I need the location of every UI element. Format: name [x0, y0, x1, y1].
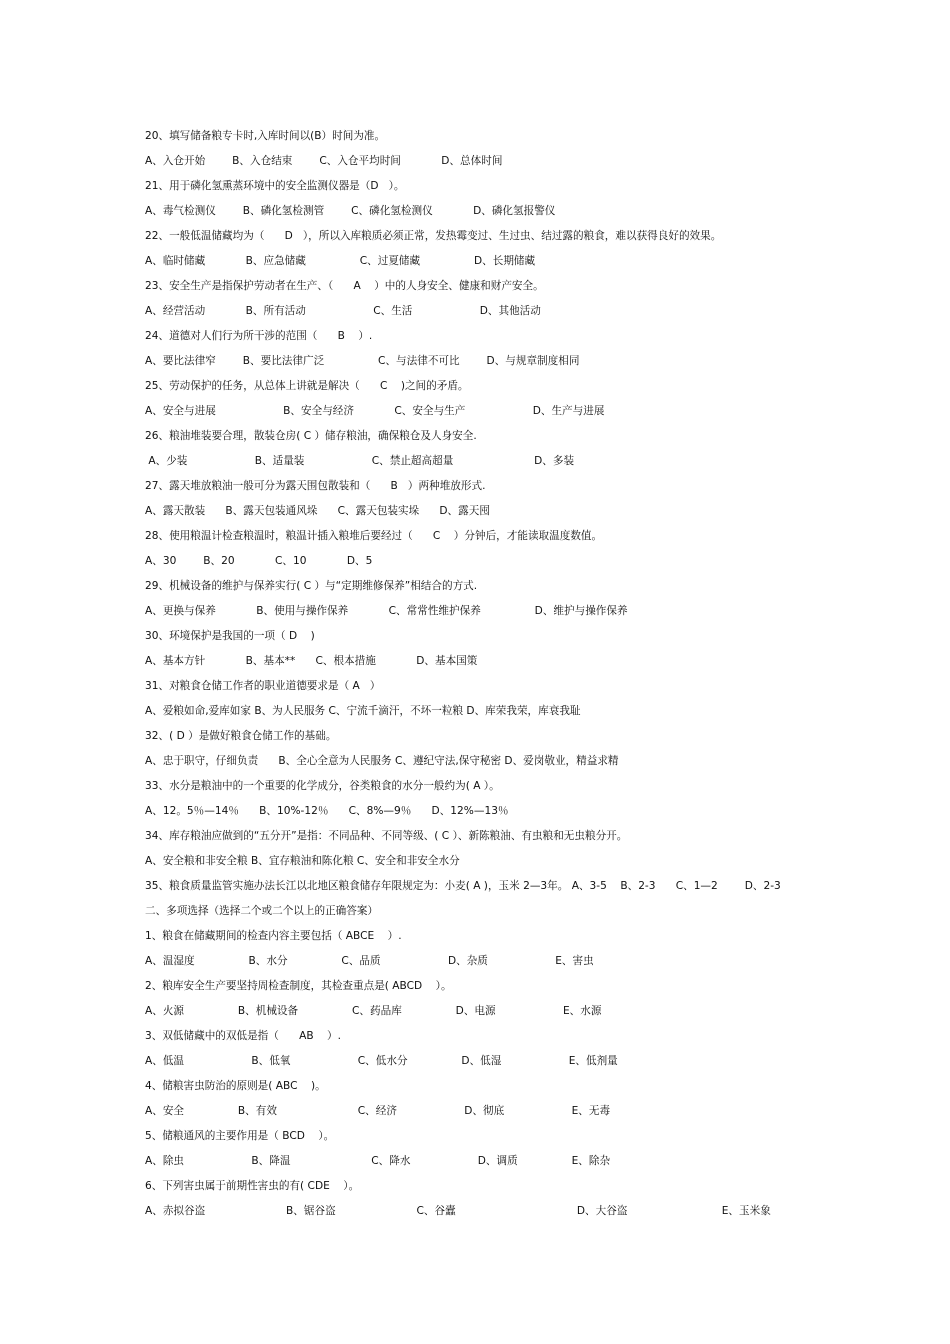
question-24: 24、道德对人们行为所干涉的范围（ B ）. — [145, 330, 373, 342]
question-21: 21、用于磷化氢熏蒸环境中的安全监测仪器是（D ）。 — [145, 180, 405, 192]
question-20: 20、填写储备粮专卡时,入库时间以(B）时间为准。 — [145, 130, 386, 142]
section-heading-multiple-choice: 二、多项选择（选择二个或二个以上的正确答案） — [145, 905, 379, 917]
question-32: 32、( D ）是做好粮食仓储工作的基础。 — [145, 730, 337, 742]
multi-question-5: 5、储粮通风的主要作用是（ BCD ）。 — [145, 1130, 335, 1142]
multi-options-1: A、温湿度 B、水分 C、品质 D、杂质 E、害虫 — [145, 955, 594, 967]
options-21: A、毒气检测仪 B、磷化氢检测管 C、磷化氢检测仪 D、磷化氢报警仪 — [145, 205, 556, 217]
question-30: 30、环境保护是我国的一项（ D ) — [145, 630, 315, 642]
question-22: 22、一般低温储藏均为（ D ），所以入库粮质必须正常，发热霉变过、生过虫、结过露的粮食，难以获得良好的效果。 — [145, 230, 722, 242]
options-28: A、30 B、20 C、10 D、5 — [145, 555, 373, 567]
multi-options-3: A、低温 B、低氧 C、低水分 D、低湿 E、低剂量 — [145, 1055, 618, 1067]
question-33: 33、水分是粮油中的一个重要的化学成分，谷类粮食的水分一般约为( A ）。 — [145, 780, 500, 792]
multi-question-6: 6、下列害虫属于前期性害虫的有( CDE ）。 — [145, 1180, 360, 1192]
options-27: A、露天散装 B、露天包装通风垛 C、露天包装实垛 D、露天囤 — [145, 505, 490, 517]
options-24: A、要比法律窄 B、要比法律广泛 C、与法律不可比 D、与规章制度相同 — [145, 355, 580, 367]
question-26: 26、粮油堆装要合理，散装仓房( C ）储存粮油，确保粮仓及人身安全. — [145, 430, 477, 442]
options-32: A、忠于职守，仔细负责 B、全心全意为人民服务 C、遵纪守法,保守秘密 D、爱岗敬业，精益求精 — [145, 755, 619, 767]
options-22: A、临时储藏 B、应急储藏 C、过夏储藏 D、长期储藏 — [145, 255, 536, 267]
multi-options-2: A、火源 B、机械设备 C、药品库 D、电源 E、水源 — [145, 1005, 602, 1017]
options-23: A、经营活动 B、所有活动 C、生活 D、其他活动 — [145, 305, 541, 317]
options-34: A、安全粮和非安全粮 B、宜存粮油和陈化粮 C、安全和非安全水分 — [145, 855, 460, 867]
options-20: A、入仓开始 B、入仓结束 C、入仓平均时间 D、总体时间 — [145, 155, 503, 167]
multi-options-5: A、除虫 B、降温 C、降水 D、调质 E、除杂 — [145, 1155, 611, 1167]
multi-question-2: 2、粮库安全生产要坚持周检查制度，其检查重点是( ABCD ）。 — [145, 980, 452, 992]
multi-question-3: 3、双低储藏中的双低是指（ AB ）. — [145, 1030, 342, 1042]
options-25: A、安全与进展 B、安全与经济 C、安全与生产 D、生产与进展 — [145, 405, 605, 417]
question-23: 23、安全生产是指保护劳动者在生产、（ A ）中的人身安全、健康和财产安全。 — [145, 280, 544, 292]
question-35: 35、粮食质量监管实施办法长江以北地区粮食储存年限规定为：小麦( A )，玉米 2—3年。 A、3-5 B、2-3 C、1—2 D、2-3 — [145, 880, 781, 892]
options-29: A、更换与保养 B、使用与操作保养 C、常常性维护保养 D、维护与操作保养 — [145, 605, 628, 617]
multi-options-6: A、赤拟谷盗 B、锯谷盗 C、谷蠹 D、大谷盗 E、玉米象 — [145, 1205, 771, 1217]
options-26: A、少装 B、适量装 C、禁止超高超量 D、多装 — [145, 455, 575, 467]
question-25: 25、劳动保护的任务，从总体上讲就是解决（ C )之间的矛盾。 — [145, 380, 469, 392]
question-28: 28、使用粮温计检查粮温时，粮温计插入粮堆后要经过（ C ）分钟后，才能读取温度数值。 — [145, 530, 603, 542]
multi-question-1: 1、粮食在储藏期间的检查内容主要包括（ ABCE ）. — [145, 930, 402, 942]
multi-question-4: 4、储粮害虫防治的原则是( ABC )。 — [145, 1080, 326, 1092]
options-30: A、基本方针 B、基本** C、根本措施 D、基本国策 — [145, 655, 478, 667]
question-27: 27、露天堆放粮油一般可分为露天围包散装和（ B ）两种堆放形式. — [145, 480, 486, 492]
options-31: A、爱粮如命,爱库如家 B、为人民服务 C、宁流千滴汗，不坏一粒粮 D、库荣我荣，库衰我耻 — [145, 705, 581, 717]
question-29: 29、机械设备的维护与保养实行( C ）与“定期维修保养”相结合的方式. — [145, 580, 478, 592]
question-31: 31、对粮食仓储工作者的职业道德要求是（ A ） — [145, 680, 381, 692]
multi-options-4: A、安全 B、有效 C、经济 D、彻底 E、无毒 — [145, 1105, 611, 1117]
options-33: A、12。5％—14％ B、10%-12％ C、8%—9％ D、12%—13％ — [145, 805, 509, 817]
question-34: 34、库存粮油应做到的“五分开”是指：不同品种、不同等级、( C ）、新陈粮油、有虫粮和无虫粮分开。 — [145, 830, 628, 842]
